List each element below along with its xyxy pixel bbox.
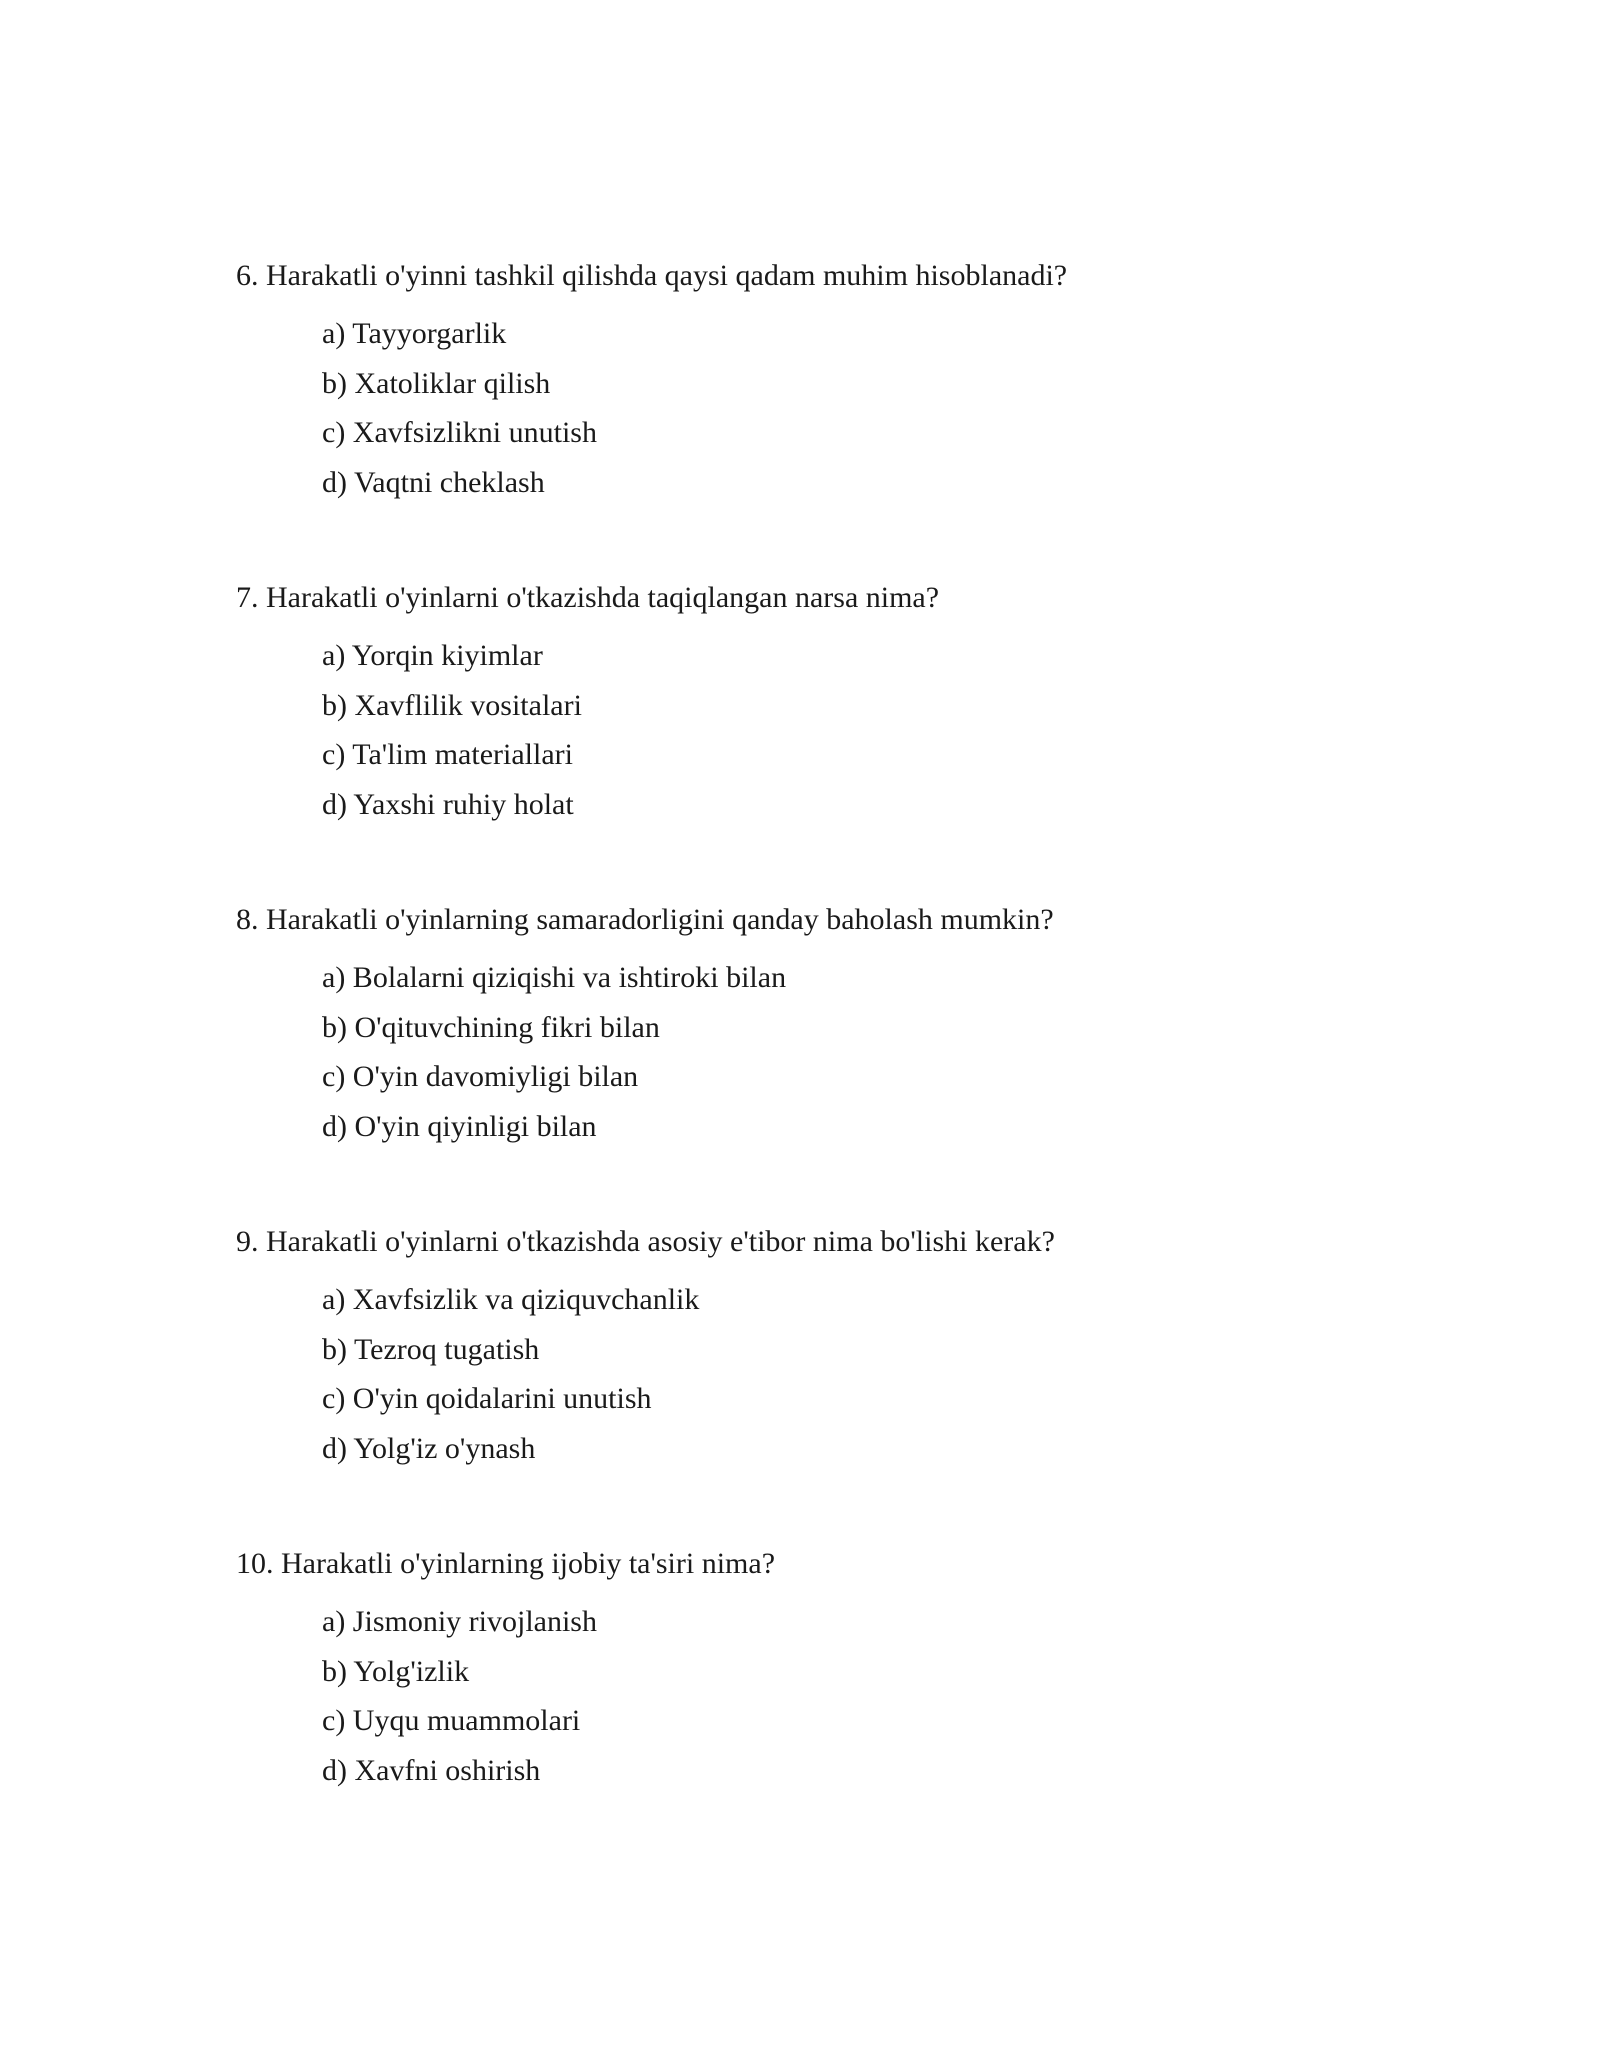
option-d: d) Yaxshi ruhiy holat — [322, 787, 574, 821]
option-a: a) Yorqin kiyimlar — [322, 639, 543, 672]
options-list — [322, 960, 786, 1158]
option-d: d) Xavfni oshirish — [322, 1753, 541, 1787]
option-b: b) Tezroq tugatish — [322, 1332, 540, 1366]
question-9 — [236, 1224, 1436, 1465]
question-text: 7. Harakatli o'yinlarni o'tkazishda taqiqlangan narsa nima? — [236, 581, 940, 614]
option-d: d) O'yin qiyinligi bilan — [322, 1109, 597, 1143]
option-b: b) Xavflilik vositalari — [322, 688, 582, 722]
option-b: b) Xatoliklar qilish — [322, 366, 551, 400]
option-a: a) Xavfsizlik va qiziquvchanlik — [322, 1283, 700, 1316]
option-b: b) Yolg'izlik — [322, 1654, 470, 1688]
question-7 — [236, 580, 1436, 821]
option-c: c) Xavfsizlikni unutish — [322, 416, 597, 449]
options-list — [322, 1604, 597, 1802]
options-list — [322, 1282, 699, 1480]
option-a: a) Tayyorgarlik — [322, 317, 507, 350]
question-text: 9. Harakatli o'yinlarni o'tkazishda asosiy e'tibor nima bo'lishi kerak? — [236, 1225, 1055, 1258]
option-d: d) Yolg'iz o'ynash — [322, 1431, 536, 1465]
question-8 — [236, 902, 1436, 1143]
option-b: b) O'qituvchining fikri bilan — [322, 1010, 660, 1044]
option-d: d) Vaqtni cheklash — [322, 465, 545, 499]
question-text: 10. Harakatli o'yinlarning ijobiy ta'siri nima? — [236, 1547, 776, 1580]
option-c: c) O'yin qoidalarini unutish — [322, 1382, 652, 1415]
option-c: c) Ta'lim materiallari — [322, 738, 573, 771]
question-6 — [236, 258, 1436, 499]
options-list — [322, 316, 597, 514]
question-10 — [236, 1546, 1436, 1787]
option-c: c) Uyqu muammolari — [322, 1704, 581, 1737]
option-c: c) O'yin davomiyligi bilan — [322, 1060, 639, 1093]
option-a: a) Bolalarni qiziqishi va ishtiroki bilan — [322, 961, 787, 994]
options-list — [322, 638, 582, 836]
option-a: a) Jismoniy rivojlanish — [322, 1605, 597, 1638]
question-text: 8. Harakatli o'yinlarning samaradorligini qanday baholash mumkin? — [236, 903, 1054, 936]
question-text: 6. Harakatli o'yinni tashkil qilishda qaysi qadam muhim hisoblanadi? — [236, 259, 1068, 292]
